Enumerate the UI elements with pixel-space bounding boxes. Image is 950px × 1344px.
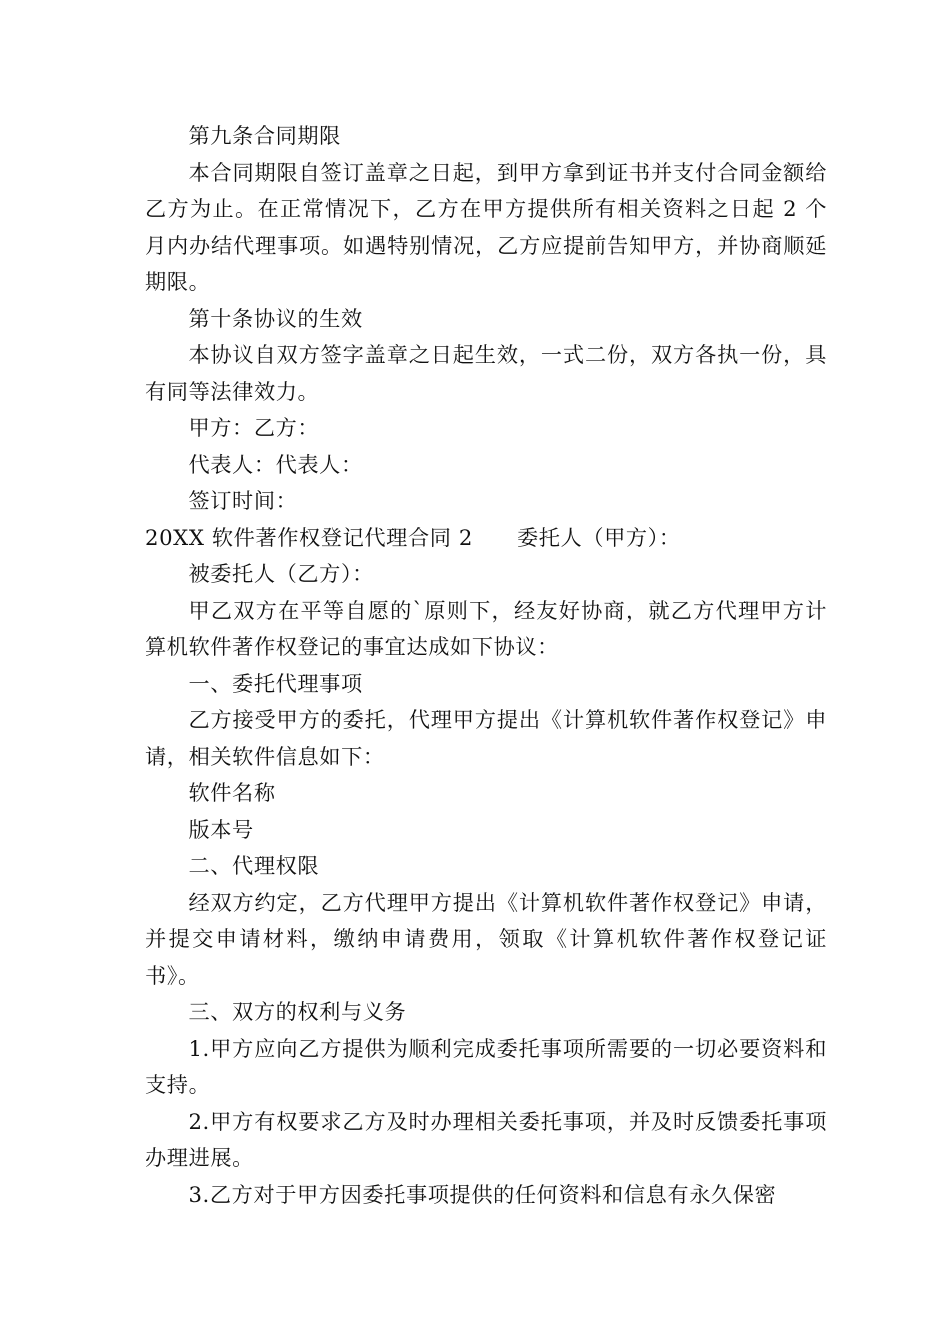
principal-party-a: 委托人（甲方）： (516, 524, 681, 550)
section-3-item-3: 3.乙方对于甲方因委托事项提供的任何资料和信息有永久保密 (188, 1181, 777, 1207)
section-3-item-1: 1.甲方应向乙方提供为顺利完成委托事项所需要的一切必要资料和支持。 (145, 1035, 827, 1097)
section-3-item-2: 2.甲方有权要求乙方及时办理相关委托事项，并及时反馈委托事项办理进展。 (145, 1108, 827, 1170)
signature-representatives: 代表人：代表人： (188, 451, 363, 477)
signature-date: 签订时间： (188, 488, 298, 513)
article-9-heading: 第九条合同期限 (188, 123, 341, 148)
article-10-heading: 第十条协议的生效 (188, 305, 363, 331)
signature-parties: 甲方：乙方： (188, 415, 320, 440)
agent-party-b: 被委托人（乙方）： (188, 561, 374, 586)
section-1-heading: 一、委托代理事项 (188, 670, 363, 696)
section-2-heading: 二、代理权限 (188, 853, 320, 878)
section-3-heading: 三、双方的权利与义务 (188, 999, 407, 1024)
article-10-body: 本协议自双方签字盖章之日起生效，一式二份，双方各执一份，具有同等法律效力。 (145, 342, 827, 404)
document-body (145, 118, 827, 1213)
section-1-body: 乙方接受甲方的委托，代理甲方提出《计算机软件著作权登记》申请，相关软件信息如下： (145, 707, 827, 769)
contract-title-line (145, 520, 827, 557)
article-9-body: 本合同期限自签订盖章之日起，到甲方拿到证书并支付合同金额给乙方为止。在正常情况下，乙方在甲方提供所有相关资料之日起 2 个月内办结代理事项。如遇特别情况，乙方应提前告知甲方，并协商顺延期限。 (145, 159, 827, 294)
section-2-body: 经双方约定，乙方代理甲方提出《计算机软件著作权登记》申请，并提交申请材料，缴纳申请费用，领取《计算机软件著作权登记证书》。 (145, 889, 827, 988)
contract-title: 20XX 软件著作权登记代理合同 2 (145, 524, 473, 550)
preamble: 甲乙双方在平等自愿的`原则下，经友好协商，就乙方代理甲方计算机软件著作权登记的事宜达成如下协议： (145, 597, 827, 659)
version-number-field: 版本号 (188, 816, 254, 842)
software-name-field: 软件名称 (188, 780, 276, 805)
